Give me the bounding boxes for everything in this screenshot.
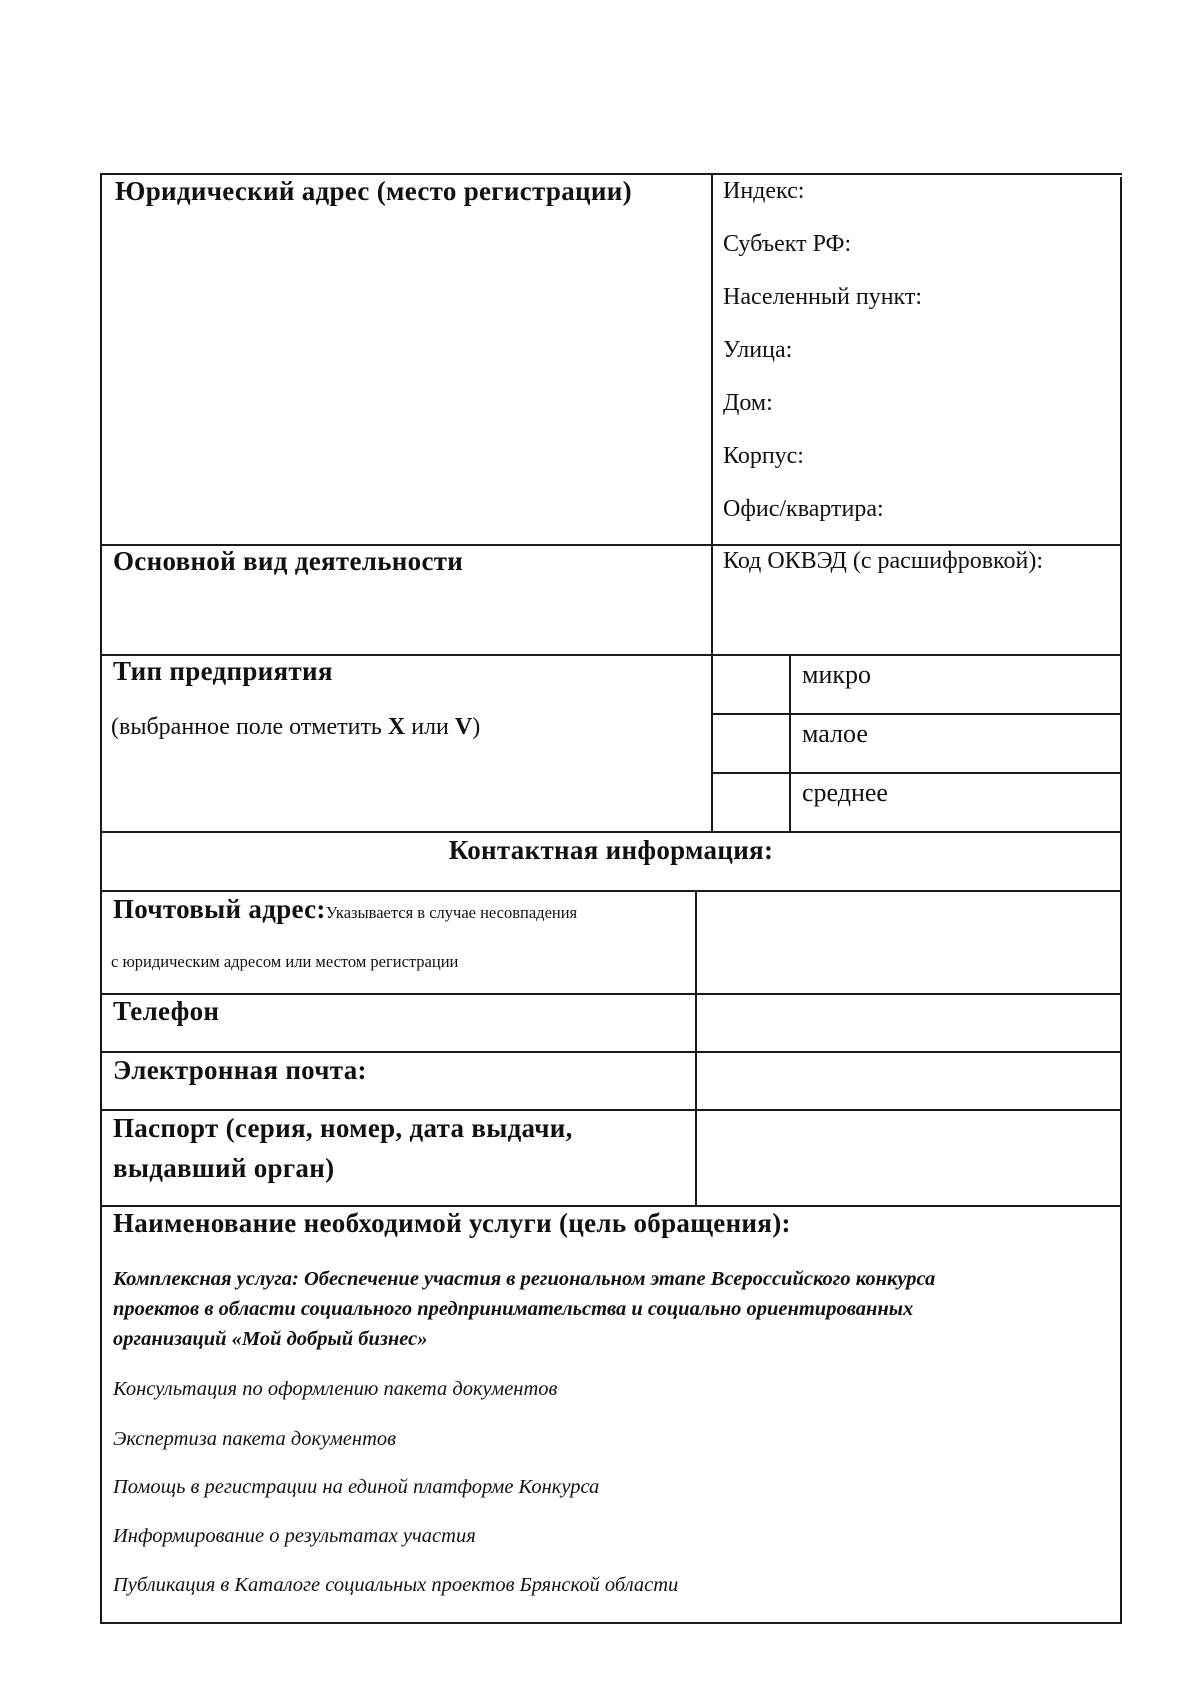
field-building: Корпус: [723, 443, 804, 469]
passport-input[interactable] [697, 1111, 1120, 1205]
postal-note-2: с юридическим адресом или местом регистрации [111, 952, 459, 971]
row-line-8 [100, 1205, 1122, 1207]
form-border-left [100, 173, 102, 1624]
postal-note-1: Указывается в случае несовпадения [325, 903, 578, 922]
option-small: малое [802, 719, 868, 748]
field-index: Индекс: [723, 178, 805, 204]
form-border-bottom [100, 1622, 1122, 1624]
checkbox-micro[interactable] [713, 656, 789, 713]
complex-service-line2: проектов в области социального предпринимательства и социально ориентированных [113, 1298, 914, 1320]
postal-address-label-row [113, 894, 577, 925]
hint-text-before: (выбранное поле отметить [111, 714, 388, 740]
postal-address-label: Почтовый адрес: [113, 894, 326, 924]
service-item-registration: Помощь в регистрации на единой платформе Конкурса [113, 1476, 600, 1498]
field-locality: Населенный пункт: [723, 284, 923, 310]
checkbox-medium[interactable] [713, 774, 789, 831]
service-item-consultation: Консультация по оформлению пакета документов [113, 1378, 558, 1400]
hint-x: X [387, 714, 406, 740]
checkbox-small[interactable] [713, 715, 789, 772]
hint-v: V [454, 714, 473, 740]
field-street: Улица: [723, 337, 793, 363]
legal-address-label: Юридический адрес (место регистрации) [115, 176, 632, 206]
service-item-expertise: Экспертиза пакета документов [113, 1428, 397, 1450]
passport-label-line1: Паспорт (серия, номер, дата выдачи, [113, 1113, 573, 1143]
email-input[interactable] [697, 1053, 1120, 1109]
type-checkbox-divider [789, 654, 791, 831]
option-micro: микро [802, 660, 871, 689]
complex-service-line1: Комплексная услуга: Обеспечение участия в региональном этапе Всероссийского конкурса [113, 1268, 936, 1290]
complex-service-line3: организаций «Мой добрый бизнес» [113, 1328, 428, 1350]
field-region: Субъект РФ: [723, 231, 852, 257]
form-border-right [1120, 177, 1122, 1622]
service-item-publication: Публикация в Каталоге социальных проектов Брянской области [113, 1574, 679, 1596]
option-medium: среднее [802, 778, 888, 807]
enterprise-type-hint [111, 714, 480, 741]
service-item-informing: Информирование о результатах участия [113, 1525, 476, 1547]
email-label: Электронная почта: [113, 1055, 367, 1085]
field-house: Дом: [723, 390, 773, 416]
enterprise-type-label: Тип предприятия [113, 656, 333, 686]
hint-text-after: ) [472, 714, 481, 740]
form-border-top [100, 173, 1122, 175]
row-line-3 [100, 831, 1122, 833]
contact-header: Контактная информация: [448, 835, 774, 865]
postal-address-input[interactable] [697, 892, 1120, 993]
passport-label-line2: выдавший орган) [113, 1153, 335, 1183]
phone-input[interactable] [697, 995, 1120, 1051]
phone-label: Телефон [113, 996, 220, 1026]
service-header: Наименование необходимой услуги (цель обращения): [113, 1208, 791, 1238]
field-office: Офис/квартира: [723, 496, 884, 522]
okved-field: Код ОКВЭД (с расшифровкой): [723, 548, 1043, 574]
hint-text-mid: или [405, 714, 455, 740]
activity-label: Основной вид деятельности [113, 546, 464, 576]
